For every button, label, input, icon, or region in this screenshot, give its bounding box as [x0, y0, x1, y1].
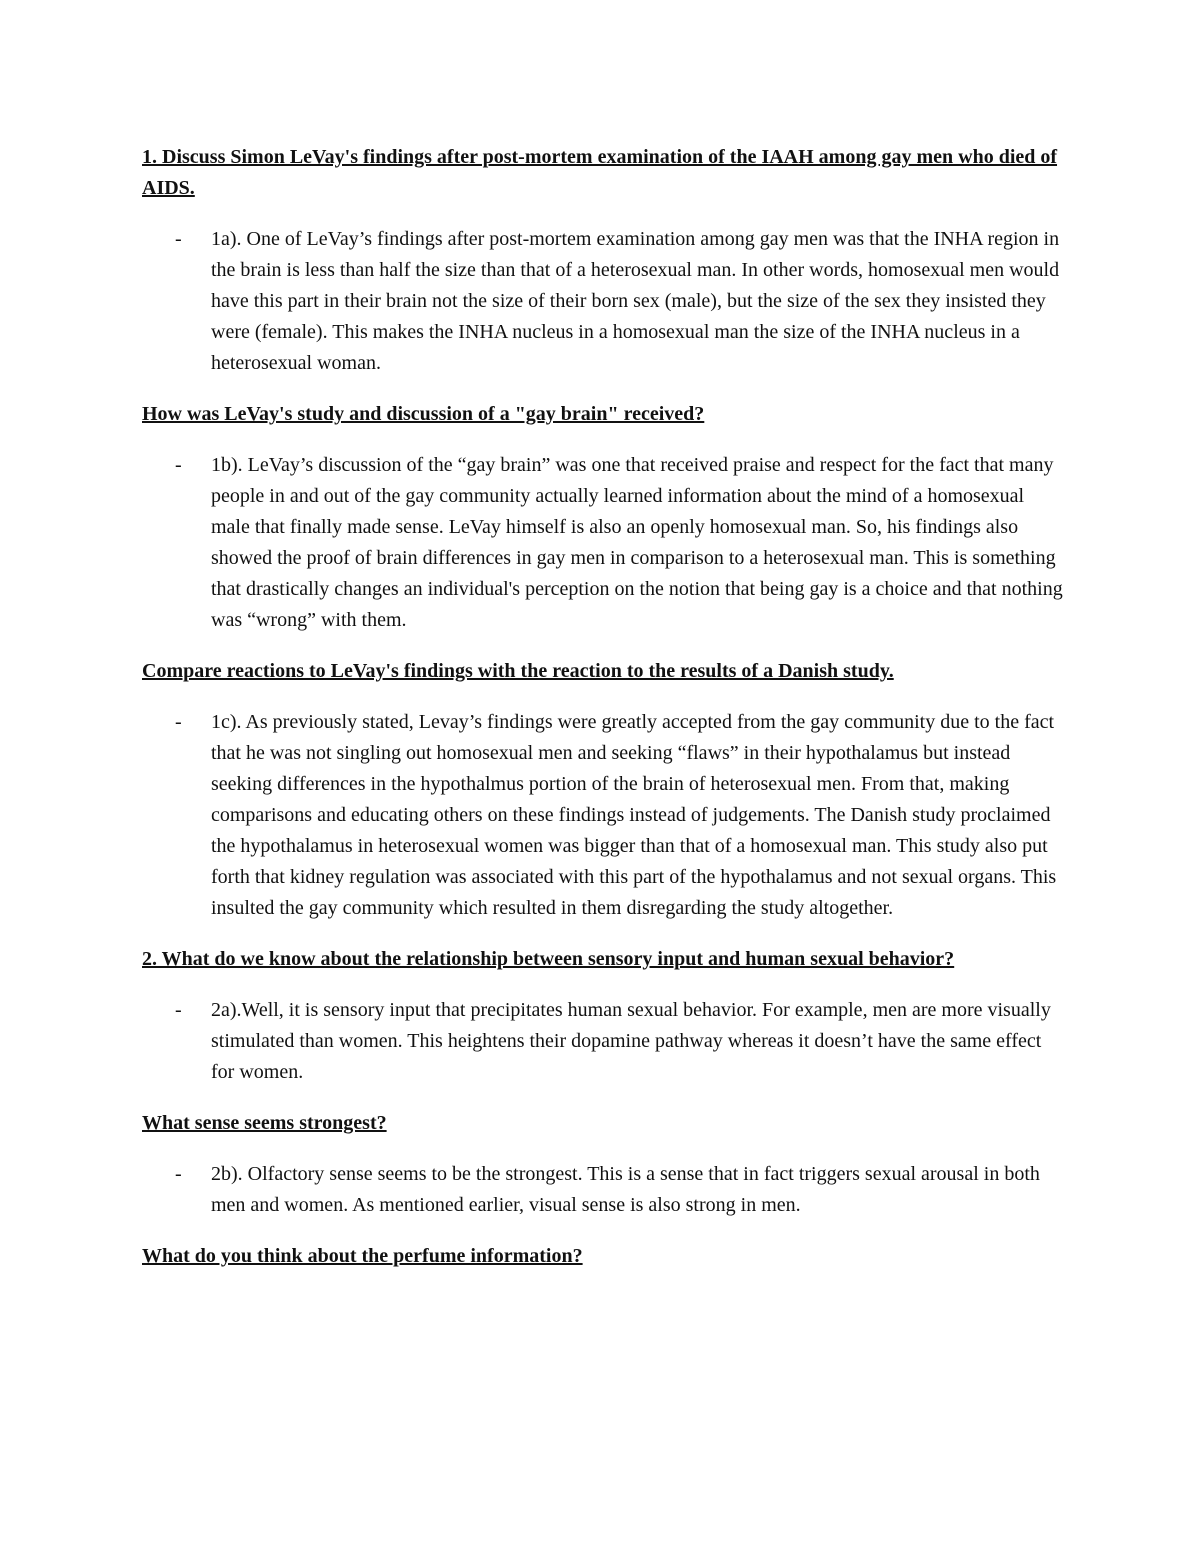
question-1c: Compare reactions to LeVay's findings with the reaction to the results of a Danish study. — [142, 660, 894, 682]
bullet-dash: - — [175, 1163, 182, 1185]
answer-2a — [142, 995, 1064, 1088]
bullet-dash: - — [175, 999, 182, 1021]
question-2b: What sense seems strongest? — [142, 1112, 387, 1134]
answer-1b — [142, 450, 1064, 636]
answer-1b-text: 1b). LeVay’s discussion of the “gay brain” was one that received praise and respect for the fact that many people in and out of the gay community actually learned information about the mind of a homosexual male that finally made sense. LeVay himself is also an openly homosexual man. So, his findings also showed the proof of brain differences in gay men in comparison to a heterosexual man. This is something that drastically changes an individual's perception on the notion that being gay is a choice and that nothing was “wrong” with them. — [211, 454, 1063, 631]
bullet-dash: - — [175, 228, 182, 250]
bullet-dash: - — [175, 711, 182, 733]
answer-1a — [142, 224, 1064, 379]
question-2c: What do you think about the perfume information? — [142, 1245, 583, 1267]
question-1: 1. Discuss Simon LeVay's findings after post-mortem examination of the IAAH among gay men who died of AIDS. — [142, 146, 1058, 199]
question-2: 2. What do we know about the relationship between sensory input and human sexual behavior? — [142, 948, 955, 970]
answer-1c-text: 1c). As previously stated, Levay’s findings were greatly accepted from the gay community due to the fact that he was not singling out homosexual men and seeking “flaws” in their hypothalamus but instead seeking differences in the hypothalmus portion of the brain of heterosexual men. From that, making comparisons and educating others on these findings instead of judgements. The Danish study proclaimed the hypothalamus in heterosexual women was bigger than that of a homosexual man. This study also put forth that kidney regulation was associated with this part of the hypothalamus and not sexual organs. This insulted the gay community which resulted in them disregarding the study altogether. — [211, 711, 1057, 919]
answer-2b-text: 2b). Olfactory sense seems to be the strongest. This is a sense that in fact triggers sexual arousal in both men and women. As mentioned earlier, visual sense is also strong in men. — [211, 1163, 1040, 1216]
question-1b: How was LeVay's study and discussion of a "gay brain" received? — [142, 403, 705, 425]
answer-1c — [142, 707, 1064, 924]
document-page — [142, 142, 1064, 1272]
answer-1a-text: 1a). One of LeVay’s findings after post-mortem examination among gay men was that the INHA region in the brain is less than half the size than that of a heterosexual man. In other words, homosexual men would have this part in their brain not the size of their born sex (male), but the size of the sex they insisted they were (female). This makes the INHA nucleus in a homosexual man the size of the INHA nucleus in a heterosexual woman. — [211, 228, 1060, 374]
answer-2b — [142, 1159, 1064, 1221]
bullet-dash: - — [175, 454, 182, 476]
answer-2a-text: 2a).Well, it is sensory input that precipitates human sexual behavior. For example, men are more visually stimulated than women. This heightens their dopamine pathway whereas it doesn’t have the same effect for women. — [211, 999, 1051, 1083]
